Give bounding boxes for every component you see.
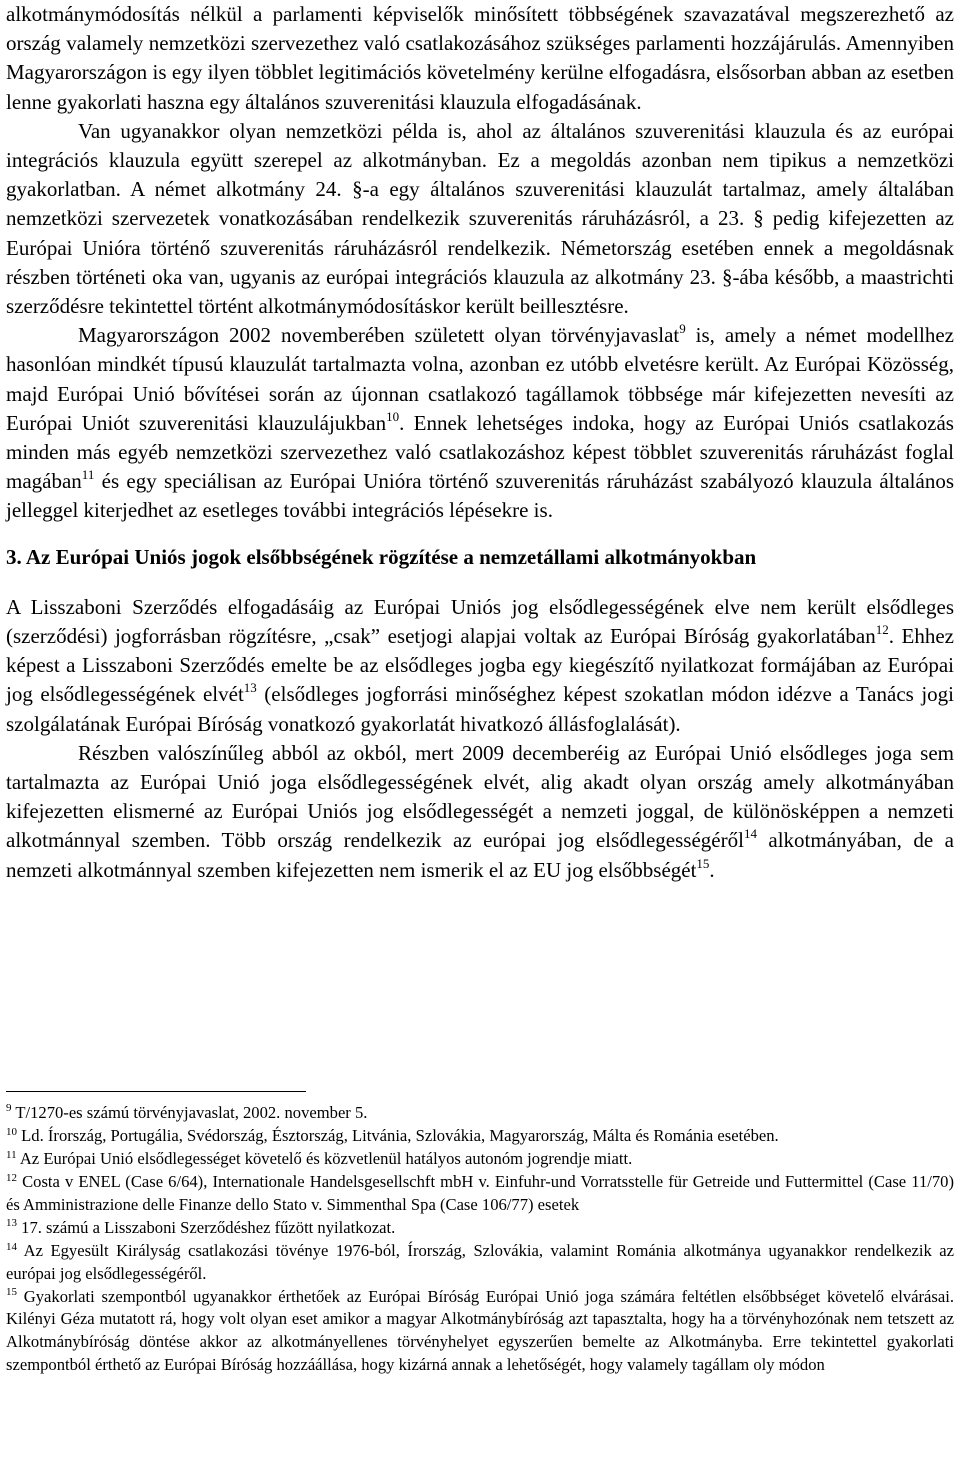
section-title: 3. Az Európai Uniós jogok elsőbbségének rögzítése a nemzetállami alkotmányokban bbox=[6, 544, 757, 569]
footnote-text: Ld. Írország, Portugália, Svédország, Észtország, Litvánia, Szlovákia, Magyarország, Málta és Románia esetében. bbox=[21, 1126, 779, 1146]
footnote-ref-9[interactable]: 9 bbox=[679, 321, 686, 337]
paragraph-4-text-b: . Ehhez képest a Lisszaboni Szerződés emelte be az elsődleges jogba egy kiegészítő nyilatkozat formájában az Európai jog elsődlegességének elvét bbox=[6, 624, 954, 707]
footnote bbox=[6, 1286, 954, 1376]
footnote bbox=[6, 1125, 954, 1148]
paragraph-3-text-d: és egy speciálisan az Európai Unióra történő szuverenitás ráruházást szabályozó klauzula általános jelleggel kiterjedhet az esetleges további integrációs lépésekre is. bbox=[6, 469, 954, 523]
footnote-number: 13 bbox=[6, 1217, 17, 1230]
paragraph-1: alkotmánymódosítás nélkül a parlamenti képviselők minősített többségének szavazatával megszerezhető az ország valamely nemzetközi szervezethez való csatlakozásához szükséges parlamenti hozzájárulás. Amennyiben Magyarországon is egy ilyen többlet legitimációs követelmény kerülne elfogadásra, elsősorban abban az esetben lenne gyakorlati haszna egy általános szuverenitási klauzula elfogadásának. bbox=[6, 2, 954, 114]
footnote-ref-15[interactable]: 15 bbox=[696, 855, 710, 871]
footnote-divider bbox=[6, 1091, 306, 1092]
footnote-number: 14 bbox=[6, 1240, 17, 1253]
paragraph-4-text-a: A Lisszaboni Szerződés elfogadásáig az Európai Uniós jog elsődlegességének elve nem került elsődleges (szerződési) jogforrásban rögzítésre, „csak” esetjogi alapjai voltak az Európai Bíróság gyakorlatában bbox=[6, 594, 954, 649]
footnote bbox=[6, 1171, 954, 1216]
footnote-ref-14[interactable]: 14 bbox=[743, 826, 757, 842]
footnote-number: 10 bbox=[6, 1125, 17, 1138]
footnotes bbox=[6, 1102, 954, 1377]
footnote-ref-13[interactable]: 13 bbox=[243, 680, 257, 696]
footnote-ref-10[interactable]: 10 bbox=[386, 408, 400, 424]
footnote-number: 11 bbox=[6, 1148, 17, 1161]
footnote bbox=[6, 1240, 954, 1285]
footnote-number: 9 bbox=[6, 1102, 12, 1115]
footnote-number: 15 bbox=[6, 1286, 17, 1299]
footnote bbox=[6, 1102, 954, 1125]
paragraph-5-text-a: Részben valószínűleg abból az okból, mert 2009 decemberéig az Európai Unió elsődleges joga sem tartalmazta az Európai Unió joga elsődlegességének elvét, alig akadt olyan ország amely alkotmányában kifejezetten elismerné az Európai Uniós jog elsődlegességét a nemzeti joggal, de különösképpen a nemzeti alkotmánnyal szemben. Több ország rendelkezik az európai jog elsődlegességéről bbox=[6, 740, 954, 853]
paragraph-3-text-a: Magyarországon 2002 novemberében született olyan törvényjavaslat bbox=[78, 323, 680, 348]
paragraph-5-text-c: . bbox=[709, 857, 715, 882]
paragraph-4-text-c: (elsődleges jogforrási minőséghez képest szokatlan módon idézve a Tanács jogi szolgálatának Európai Bíróság vonatkozó gyakorlatát hivatkozó állásfoglalását). bbox=[6, 682, 954, 736]
paragraph-3-text-b: is, amely a német modellhez hasonlóan mindkét típusú klauzulát tartalmazta volna, azonban ez utóbb elvetésre került. Az Európai Közösség, majd Európai Unió bővítései során az újonnan csatlakozó tagállamok többsége már kifejezetten nevesíti az Európai Uniót szuverenitási klauzulájukban bbox=[6, 323, 954, 435]
footnote-text: T/1270-es számú törvényjavaslat, 2002. november 5. bbox=[15, 1103, 368, 1122]
footnote bbox=[6, 1148, 954, 1171]
footnote-number: 12 bbox=[6, 1171, 17, 1184]
footnote-ref-12[interactable]: 12 bbox=[875, 622, 889, 638]
footnote-text: Gyakorlati szempontból ugyanakkor érthetőek az Európai Bíróság Európai Unió joga számára feltétlen elsőbbséget követelő elvárásai. Kilényi Géza mutatott rá, hogy volt olyan eset amikor a magyar Alkotmánybíróság azt tapasztalta, hogy ha a törvényhozónak nem tetszett az Alkotmánybíróság döntése akkor az alkotmányellenes törvényhelyet egyszerűen bemelte az Alkotmányba. Erre tekintettel gyakorlati szempontból érthető az Európai Bíróság hozzáállása, hogy kizárná annak a lehetőségét, hogy valamely tagállam oly módon bbox=[6, 1286, 954, 1374]
paragraph-2: Van ugyanakkor olyan nemzetközi példa is, ahol az általános szuverenitási klauzula és az európai integrációs klauzula együtt szerepel az alkotmányban. Ez a megoldás azonban nem tipikus a nemzetközi gyakorlatban. A német alkotmány 24. §-a egy általános szuverenitási klauzulát tartalmaz, amely általában nemzetközi szervezetek vonatkozásában rendelkezik szuverenitás ráruházásról, a 23. § pedig kifejezetten az Európai Unióra történő szuverenitás ráruházásról rendelkezik. Németország esetében ennek a megoldásnak részben történeti oka van, ugyanis az európai integrációs klauzula az alkotmány 23. §-ába később, a maastrichti szerződésre tekintettel történt alkotmánymódosításkor került beillesztésre. bbox=[6, 118, 954, 319]
footnote-text: Costa v ENEL (Case 6/64), Internationale Handelsgesellschft mbH v. Einfuhr-und Vorratsstelle für Getreide und Futtermittel (Case 11/70) és Amministrazione delle Finanze dello Stato v. Simmenthal Spa (Case 106/77) esetek bbox=[6, 1172, 954, 1214]
paragraph-5 bbox=[6, 739, 954, 885]
footnote-text: Az Egyesült Királyság csatlakozási tövénye 1976-ból, Írország, Szlovákia, valamint Románia alkotmánya ugyanakkor rendelkezik az európai jog elsődlegességéről. bbox=[6, 1241, 954, 1283]
paragraph-3-text-c: . Ennek lehetséges indoka, hogy az Európai Uniós csatlakozás minden más egyéb nemzetközi szervezethez való csatlakozáshoz képest többlet szuverenitás ráruházást foglal magában bbox=[6, 410, 954, 494]
footnote-ref-11[interactable]: 11 bbox=[81, 467, 95, 483]
paragraph-5-text-b: alkotmányában, de a nemzeti alkotmánnyal szemben kifejezetten nem ismerik el az EU jog elsőbbségét bbox=[6, 828, 954, 882]
footnote bbox=[6, 1217, 954, 1240]
paragraph-3 bbox=[6, 321, 954, 525]
footnote-text: Az Európai Unió elsődlegességet követelő és közvetlenül hatályos autonóm jogrendje miatt. bbox=[19, 1149, 633, 1169]
footnote-text: 17. számú a Lisszaboni Szerződéshez fűzött nyilatkozat. bbox=[21, 1217, 396, 1237]
main-text bbox=[6, 0, 954, 885]
paragraph-4 bbox=[6, 593, 954, 739]
